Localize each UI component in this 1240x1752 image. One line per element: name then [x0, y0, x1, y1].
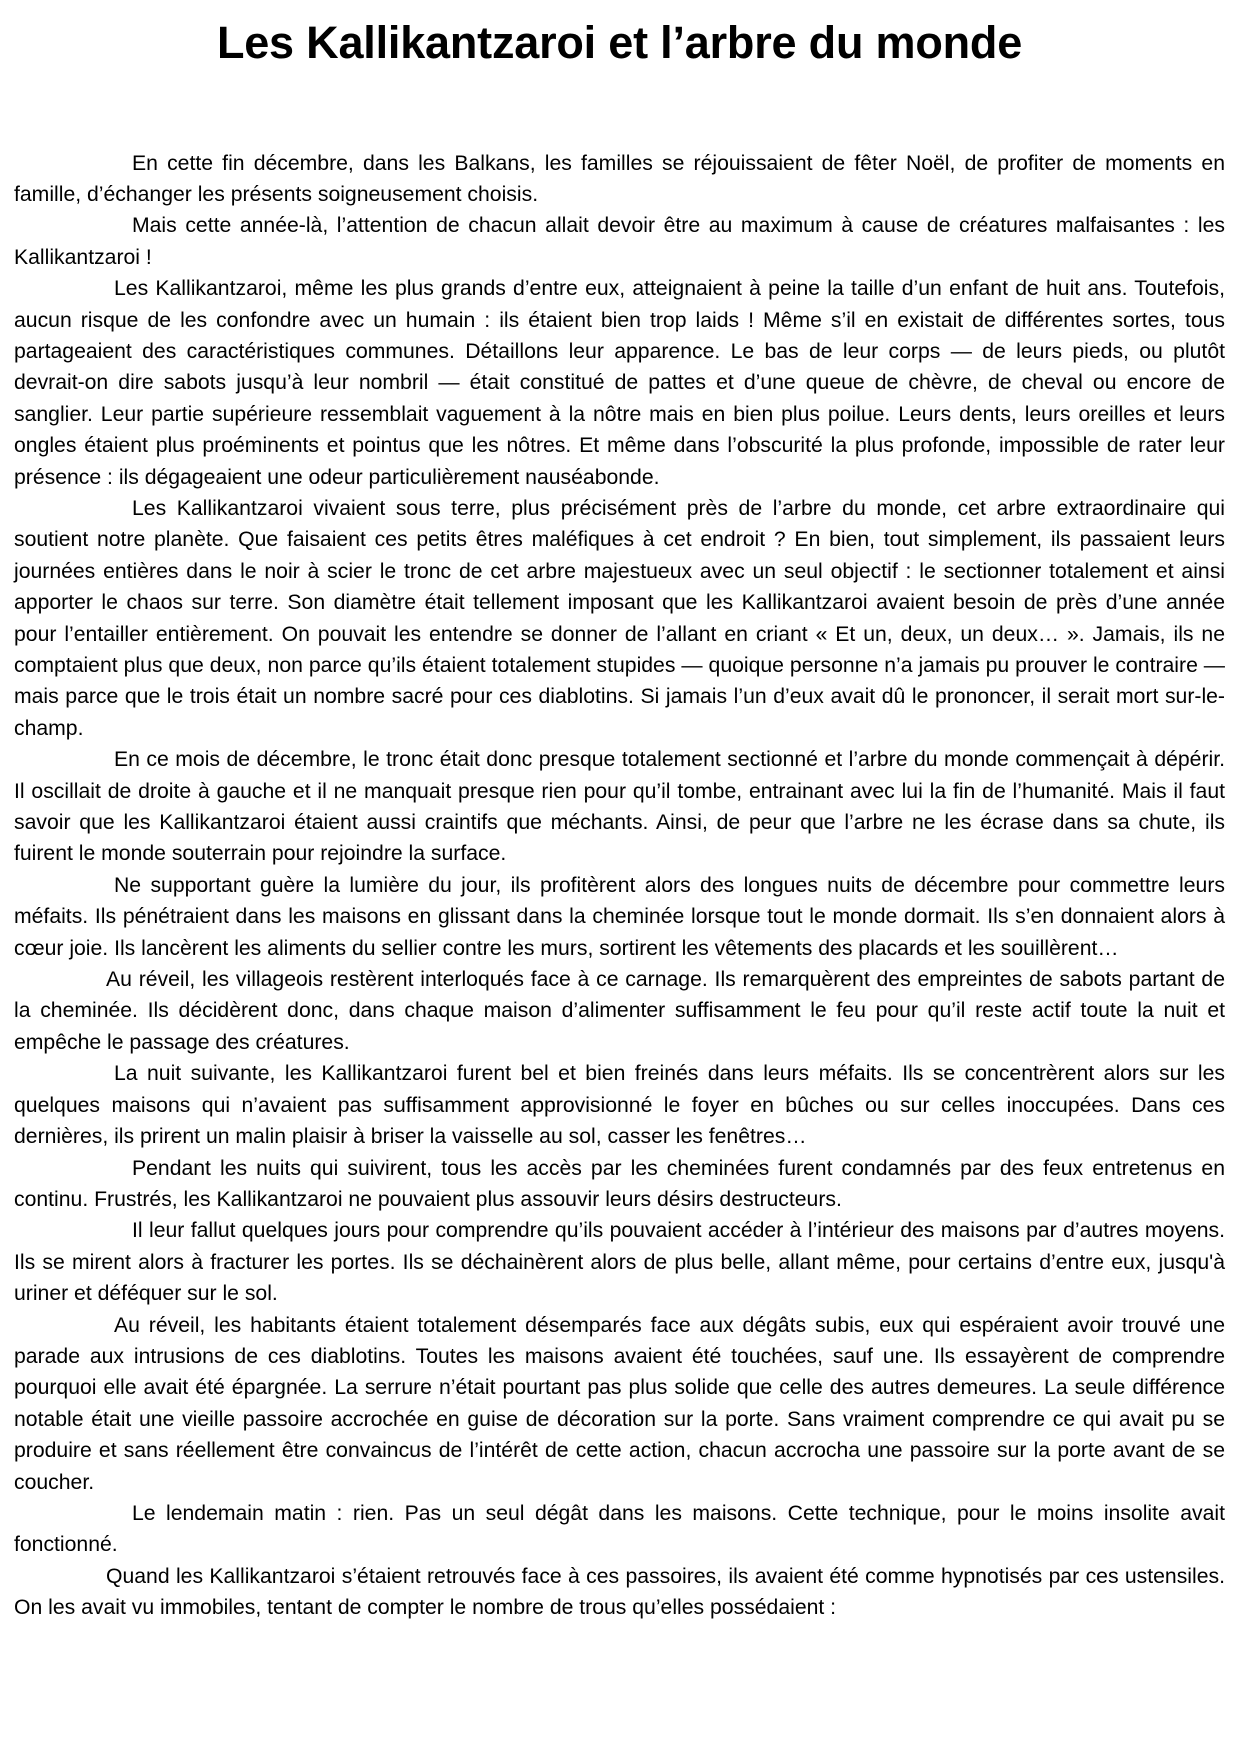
paragraph: Il leur fallut quelques jours pour comprendre qu’ils pouvaient accéder à l’intérieur des maisons par d’autres moyens. Ils se mirent alors à fracturer les portes. Ils se déchainèrent alors de plus belle, allant même, pour certains d’entre eux, jusqu'à uriner et déféquer sur le sol. — [14, 1219, 1225, 1306]
paragraph: Les Kallikantzaroi, même les plus grands d’entre eux, atteignaient à peine la taille d’un enfant de huit ans. Toutefois, aucun risque de les confondre avec un humain : ils étaient bien trop laids ! Même s’il en existait de différentes sortes, tous partageaient des caractéristiques communes. Détaillons leur apparence. Le bas de leur corps — de leurs pieds, ou plutôt devrait-on dire sabots jusqu’à leur nombril — était constitué de pattes et d’une queue de chèvre, de cheval ou encore de sanglier. Leur partie supérieure ressemblait vaguement à la nôtre mais en bien plus poilue. Leurs dents, leurs oreilles et leurs ongles étaient plus proéminents et pointus que les nôtres. Et même dans l’obscurité la plus profonde, impossible de rater leur présence : ils dégageaient une odeur particulièrement nauséabonde. — [14, 277, 1225, 489]
paragraph: Au réveil, les villageois restèrent interloqués face à ce carnage. Ils remarquèrent des empreintes de sabots partant de la cheminée. Ils décidèrent donc, dans chaque maison d’alimenter suffisamment le feu pour qu’il reste actif toute la nuit et empêche le passage des créatures. — [14, 968, 1225, 1054]
paragraph: La nuit suivante, les Kallikantzaroi furent bel et bien freinés dans leurs méfaits. Ils se concentrèrent alors sur les quelques maisons qui n’avaient pas suffisamment approvisionné le foyer en bûches ou sur celles inoccupées. Dans ces dernières, ils prirent un malin plaisir à briser la vaisselle au sol, casser les fenêtres… — [14, 1062, 1225, 1149]
paragraph: Pendant les nuits qui suivirent, tous les accès par les cheminées furent condamnés par des feux entretenus en continu. Frustrés, les Kallikantzaroi ne pouvaient plus assouvir leurs désirs destructeurs. — [14, 1156, 1225, 1211]
document-body — [14, 148, 1225, 1624]
paragraph: En cette fin décembre, dans les Balkans, les familles se réjouissaient de fêter Noël, de profiter de moments en famille, d’échanger les présents soigneusement choisis. — [14, 151, 1225, 206]
paragraph: Mais cette année-là, l’attention de chacun allait devoir être au maximum à cause de créatures malfaisantes : les Kallikantzaroi ! — [14, 214, 1225, 269]
paragraph: Le lendemain matin : rien. Pas un seul dégât dans les maisons. Cette technique, pour le moins insolite avait fonctionné. — [14, 1501, 1225, 1557]
page-title: Les Kallikantzaroi et l’arbre du monde — [216, 17, 1023, 68]
paragraph: Au réveil, les habitants étaient totalement désemparés face aux dégâts subis, eux qui espéraient avoir trouvé une parade aux intrusions de ces diablotins. Toutes les maisons avaient été touchées, sauf une. Ils essayèrent de comprendre pourquoi elle avait été épargnée. La serrure n’était pourtant pas plus solide que celle des autres demeures. La seule différence notable était une vieille passoire accrochée en guise de décoration sur la porte. Sans vraiment comprendre ce qui avait pu se produire et sans réellement être convaincus de l’intérêt de cette action, chacun accrocha une passoire sur la porte avant de se coucher. — [14, 1313, 1225, 1494]
paragraph: Quand les Kallikantzaroi s’étaient retrouvés face à ces passoires, ils avaient été comme hypnotisés par ces ustensiles. On les avait vu immobiles, tentant de compter le nombre de trous qu’elles possédaient : — [14, 1564, 1225, 1620]
paragraph: Les Kallikantzaroi vivaient sous terre, plus précisément près de l’arbre du monde, cet arbre extraordinaire qui soutient notre planète. Que faisaient ces petits êtres maléfiques à cet endroit ? En bien, tout simplement, ils passaient leurs journées entières dans le noir à scier le tronc de cet arbre majestueux avec un seul objectif : le sectionner totalement et ainsi apporter le chaos sur terre. Son diamètre était tellement imposant que les Kallikantzaroi avaient besoin de près d’une année pour l’entailler entièrement. On pouvait les entendre se donner de l’allant en criant « Et un, deux, un deux… ». Jamais, ils ne comptaient plus que deux, non parce qu’ils étaient totalement stupides — quoique personne n’a jamais pu prouver le contraire — mais parce que le trois était un nombre sacré pour ces diablotins. Si jamais l’un d’eux avait dû le prononcer, il serait mort sur-le-champ. — [14, 496, 1225, 740]
paragraph: Ne supportant guère la lumière du jour, ils profitèrent alors des longues nuits de décembre pour commettre leurs méfaits. Ils pénétraient dans les maisons en glissant dans la cheminée lorsque tout le monde dormait. Ils s’en donnaient alors à cœur joie. Ils lancèrent les aliments du sellier contre les murs, sortirent les vêtements des placards et les souillèrent… — [14, 873, 1225, 960]
paragraph: En ce mois de décembre, le tronc était donc presque totalement sectionné et l’arbre du monde commençait à dépérir. Il oscillait de droite à gauche et il ne manquait presque rien pour qu’il tombe, entrainant avec lui la fin de l’humanité. Mais il faut savoir que les Kallikantzaroi étaient aussi craintifs que méchants. Ainsi, de peur que l’arbre ne les écrase dans sa chute, ils fuirent le monde souterrain pour rejoindre la surface. — [14, 748, 1225, 866]
